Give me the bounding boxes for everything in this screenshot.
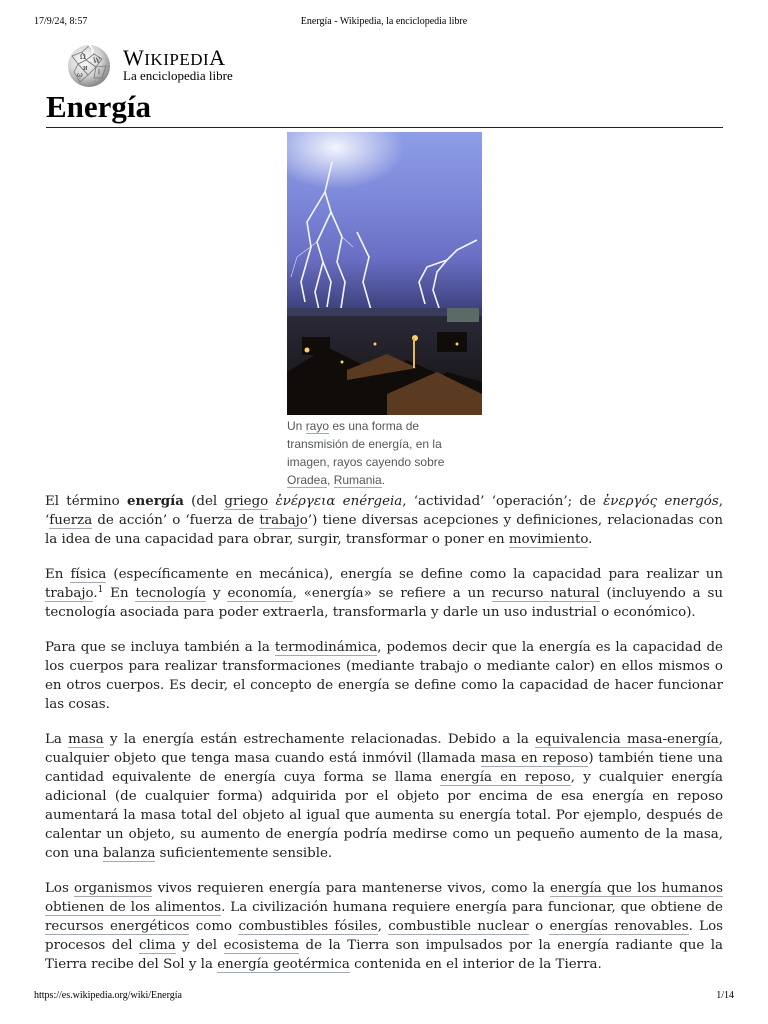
paragraph-1: El término energía (del griego ἐνέργεια enérgeia, ‘actividad’ ‘operación’; de ἐνεργός energós, ‘fuerza de acción’ o ‘fuerza de trabajo’) tiene diversas acepciones y definiciones, relacionadas con la idea de una capacidad para obrar, surgir, transformar o poner en movimiento.: [45, 493, 723, 547]
print-url: https://es.wikipedia.org/wiki/Energía: [34, 990, 182, 1001]
link-combustibles-fosiles[interactable]: combustibles fósiles: [238, 919, 378, 934]
print-date: 17/9/24, 8:57: [34, 16, 88, 27]
link-tecnologia[interactable]: tecnología: [135, 586, 207, 601]
svg-text:ῳ: ῳ: [77, 71, 83, 79]
link-energia-geotermica[interactable]: energía geotérmica: [217, 957, 350, 972]
link-ecosistema[interactable]: ecosistema: [223, 938, 300, 953]
link-trabajo-fisica[interactable]: trabajo: [45, 586, 94, 601]
svg-text:и: и: [83, 64, 88, 72]
wikipedia-logo[interactable]: [64, 42, 264, 90]
link-movimiento[interactable]: movimiento: [508, 532, 589, 547]
lightning-photo[interactable]: [287, 132, 482, 415]
wikipedia-wordmark: WIKIPEDIA: [123, 45, 226, 70]
article-figure: [287, 132, 482, 489]
wikipedia-tagline: La enciclopedia libre: [123, 68, 233, 83]
link-trabajo[interactable]: trabajo: [259, 513, 308, 528]
link-masa[interactable]: masa: [68, 732, 104, 747]
link-fisica[interactable]: física: [70, 567, 107, 582]
reference-1[interactable]: 1: [97, 585, 104, 595]
link-organismos[interactable]: organismos: [73, 881, 153, 896]
link-griego[interactable]: griego: [224, 494, 269, 509]
link-termodinamica[interactable]: termodinámica: [274, 640, 378, 655]
link-fuerza[interactable]: fuerza: [49, 513, 93, 528]
print-page-title: Energía - Wikipedia, la enciclopedia libre: [300, 16, 468, 27]
title-divider: [46, 127, 723, 128]
link-equivalencia-masa-energia[interactable]: equivalencia masa-energía: [535, 732, 719, 747]
link-combustible-nuclear[interactable]: combustible nuclear: [388, 919, 529, 934]
link-energias-renovables[interactable]: energías renovables: [549, 919, 689, 934]
link-recursos-energeticos[interactable]: recursos energéticos: [45, 919, 190, 934]
paragraph-3: Para que se incluya también a la termodinámica, podemos decir que la energía es la capacidad de los cuerpos para realizar transformaciones (mediante trabajo o mediante calor) en ellos mismos o en otros cuerpos. Es decir, el concepto de energía se define como la capacidad de hacer funcionar las cosas.: [45, 640, 723, 712]
page-title: Energía: [46, 89, 152, 124]
link-economia[interactable]: economía: [227, 586, 293, 601]
link-rumania[interactable]: Rumania: [333, 473, 382, 487]
svg-text:ا: ا: [98, 68, 100, 76]
figure-caption: Un rayo es una forma de transmisión de energía, en la imagen, rayos cayendo sobre Oradea, Rumania.: [287, 419, 445, 487]
paragraph-4: La masa y la energía están estrechamente relacionadas. Debido a la equivalencia masa-energía, cualquier objeto que tenga masa cuando está inmóvil (llamada masa en reposo) también tiene una cantidad equivalente de energía cuya forma se llama energía en reposo, y cualquier energía adicional (de cualquier forma) adquirida por el objeto por encima de esa energía en reposo aumentará la masa total del objeto al igual que aumenta su energía total. Por ejemplo, después de calentar un objeto, su aumento de energía podría medirse como un pequeño aumento de la masa, con una balanza suficientemente sensible.: [45, 732, 723, 861]
link-clima[interactable]: clima: [139, 938, 176, 953]
link-balanza[interactable]: balanza: [102, 846, 156, 861]
print-footer: [34, 990, 734, 1004]
svg-text:Ω: Ω: [80, 53, 86, 61]
paragraph-2: En física (específicamente en mecánica), energía se define como la capacidad para realizar un trabajo.$^1$ En tecnología y economía, «energía» se refiere a un recurso natural (incluyendo a su tecnología asociada para poder extraerla, transformarla y darle un uso industrial o económico).: [45, 567, 724, 620]
link-masa-en-reposo[interactable]: masa en reposo: [480, 751, 589, 766]
print-header: [34, 16, 734, 30]
article-body: [45, 492, 723, 990]
page-number: 1/14: [716, 990, 734, 1001]
svg-text:W: W: [93, 57, 101, 65]
link-oradea[interactable]: Oradea: [287, 473, 328, 487]
link-energia-alimentos[interactable]: energía que los humanos obtienen de los alimentos: [45, 881, 723, 915]
paragraph-5: Los organismos vivos requieren energía para mantenerse vivos, como la energía que los humanos obtienen de los alimentos. La civilización humana requiere energía para funcionar, que obtiene de recursos energéticos como combustibles fósiles, combustible nuclear o energías renovables. Los procesos del clima y del ecosistema de la Tierra son impulsados por la energía radiante que la Tierra recibe del Sol y la energía geotérmica contenida en el interior de la Tierra.: [45, 881, 724, 972]
link-recurso-natural[interactable]: recurso natural: [491, 586, 600, 601]
link-energia-en-reposo[interactable]: energía en reposo: [440, 770, 571, 785]
wikipedia-globe-icon: [64, 42, 114, 88]
link-rayo[interactable]: rayo: [305, 419, 330, 433]
